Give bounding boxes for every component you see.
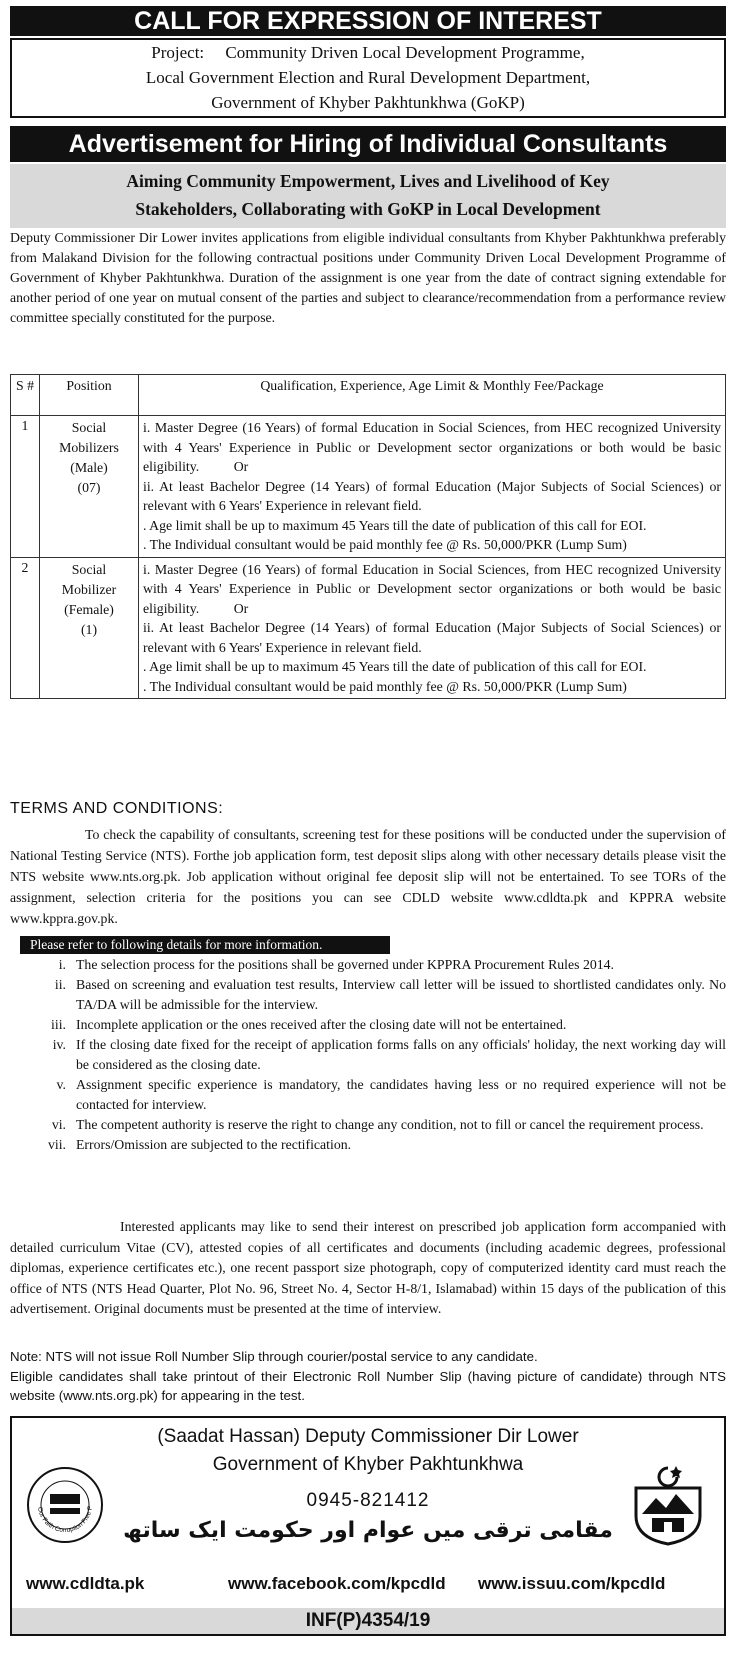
qualification-line: i. Master Degree (16 Years) of formal Education in Social Sciences, from HEC recognized University with 4 Years' Experience in Public or Development sector organizations or both would be basic eligibility. Or [143, 420, 725, 474]
svg-text:Our Faith Corruption Free Paki: Our Faith Corruption Free P [36, 1505, 95, 1535]
position-line: Social [71, 420, 107, 435]
row-position [40, 416, 139, 558]
rule-number: iii. [51, 1017, 66, 1032]
qualification-line: ii. At least Bachelor Degree (14 Years) of formal Education (Major Subjects of Social Sciences) or relevant with 6 Years' Experience in relevant field. [143, 478, 721, 513]
qualification-line: . Age limit shall be up to maximum 45 Years till the date of publication of this call for EOI. [143, 517, 647, 533]
position-line: Mobilizers [59, 440, 119, 455]
position-line: Social [71, 561, 107, 577]
rule-text: The competent authority is reserve the right to change any condition, not to fill or cancel the requirement process. [76, 1117, 704, 1132]
row-qualification [139, 557, 726, 699]
positions-table [10, 374, 726, 699]
advertisement-page [10, 0, 726, 1674]
links-row [12, 1574, 724, 1600]
urdu-slogan: مقامی ترقی میں عوام اور حکومت ایک ساتھ [123, 1518, 613, 1543]
table-header-row [11, 375, 726, 416]
list-item [10, 1115, 726, 1135]
reference-number: INF(P)4354/19 [12, 1608, 724, 1634]
rule-number: i. [58, 957, 66, 972]
row-sn: 2 [11, 557, 40, 699]
project-line: Project: Community Driven Local Development Programme, [151, 43, 585, 62]
list-item [10, 975, 726, 1015]
position-line: (07) [77, 480, 101, 495]
closing-paragraph: Interested applicants may like to send their interest on prescribed job application form accompanied with detailed curriculum Vitae (CV), attested copies of all certificates and documents (including academic degrees, professional diplomas, experience certificates etc.), one recent passport size photograph, copy of computerized identity card must reach the office of NTS (NTS Head Quarter, Plot No. 96, Street No. 4, Sector H-8/1, Islamabad) within 15 days of the publication of this advertisement. Original documents must be presented at the time of interview. [10, 1219, 726, 1316]
link-cdldta[interactable]: www.cdldta.pk [26, 1574, 145, 1593]
corruption-free-pakistan-logo [26, 1466, 104, 1544]
position-line: Mobilizer [61, 581, 117, 597]
rule-number: v. [56, 1077, 66, 1092]
refer-banner: Please refer to following details for more information. [20, 936, 390, 954]
page-title: CALL FOR EXPRESSION OF INTEREST [10, 6, 726, 36]
list-item [10, 955, 726, 975]
note-line: Eligible candidates shall take printout of their Electronic Roll Number Slip (having picture of candidate) through NTS website (www.nts.org.pk) for appearing in the test. [10, 1368, 726, 1403]
position-line: (1) [80, 621, 98, 637]
header-position: Position [40, 375, 139, 416]
signatory: (Saadat Hassan) Deputy Commissioner Dir Lower [157, 1426, 579, 1447]
rule-text: Based on screening and evaluation test results, Interview call letter will be issued to shortlisted candidates only. No TA/DA will be admissible for the interview. [76, 977, 726, 1012]
qualification-line: i. Master Degree (16 Years) of formal Education in Social Sciences, from HEC recognized University with 4 Years' Experience in Public or Development sector organizations or both would be basic eligibility. Or [143, 561, 725, 616]
table-row [11, 557, 726, 699]
project-line: Government of Khyber Pakhtunkhwa (GoKP) [211, 93, 525, 112]
link-facebook[interactable]: www.facebook.com/kpcdld [228, 1574, 446, 1593]
rules-list [10, 955, 726, 1155]
notes [10, 1347, 726, 1406]
list-item [10, 1075, 726, 1115]
aim-line: Stakeholders, Collaborating with GoKP in Local Development [135, 199, 601, 219]
kp-government-emblem [626, 1458, 710, 1548]
rule-text: Assignment specific experience is mandatory, the candidates having less or no required experience will not be contacted for interview. [76, 1077, 726, 1112]
position-line: (Female) [64, 601, 114, 617]
rule-text: If the closing date fixed for the receipt of application forms falls on any officials' holiday, the next working day will be considered as the closing date. [76, 1037, 726, 1072]
rule-text: Errors/Omission are subjected to the rectification. [76, 1137, 352, 1152]
position-line: (Male) [70, 460, 108, 475]
phone-number: 0945-821412 [306, 1490, 430, 1511]
terms-heading: TERMS AND CONDITIONS: [10, 800, 224, 817]
government-name: Government of Khyber Pakhtunkhwa [212, 1454, 524, 1475]
rule-text: Incomplete application or the ones received after the closing date will not be entertained. [76, 1017, 567, 1032]
header-sn: S # [11, 375, 40, 416]
link-issuu[interactable]: www.issuu.com/kpcdld [478, 1574, 666, 1593]
rule-number: vii. [47, 1137, 66, 1152]
rule-text: The selection process for the positions shall be governed under KPPRA Procurement Rules 2014. [76, 957, 614, 972]
list-item [10, 1015, 726, 1035]
project-box [10, 38, 726, 118]
row-qualification [139, 416, 726, 558]
qualification-line: . The Individual consultant would be paid monthly fee @ Rs. 50,000/PKR (Lump Sum) [143, 537, 627, 552]
intro-paragraph: Deputy Commissioner Dir Lower invites applications from eligible individual consultants from Khyber Pakhtunkhwa preferably from Malakand Division for the following contractual positions under Community Driven Local Development Programme of Government of Khyber Pakhtunkhwa. Duration of the assignment is one year from the date of contract signing extendable for another period of one year on mutual consent of the parties and subject to clearance/recommendation from a performance review committee specially constituted for the purpose. [10, 230, 726, 325]
list-item [10, 1035, 726, 1075]
header-qualification: Qualification, Experience, Age Limit & Monthly Fee/Package [139, 375, 726, 416]
table-row [11, 416, 726, 558]
footer-box [10, 1416, 726, 1636]
row-position [40, 557, 139, 699]
note-line: Note: NTS will not issue Roll Number Slip through courier/postal service to any candidate. [10, 1349, 538, 1364]
qualification-line: . Age limit shall be up to maximum 45 Years till the date of publication of this call for EOI. [143, 659, 647, 674]
rule-number: vi. [51, 1117, 66, 1132]
advert-title: Advertisement for Hiring of Individual Consultants [10, 126, 726, 162]
project-line: Local Government Election and Rural Development Department, [145, 68, 591, 87]
list-item [10, 1135, 726, 1155]
qualification-line: . The Individual consultant would be paid monthly fee @ Rs. 50,000/PKR (Lump Sum) [143, 678, 627, 694]
aim-line: Aiming Community Empowerment, Lives and Livelihood of Key [126, 171, 610, 191]
row-sn: 1 [11, 416, 40, 558]
aim-box [10, 164, 726, 228]
qualification-line: ii. At least Bachelor Degree (14 Years) of formal Education (Major Subjects of Social Sciences) or relevant with 6 Years' Experience in relevant field. [143, 620, 721, 655]
rule-number: iv. [52, 1037, 66, 1052]
terms-paragraph: To check the capability of consultants, screening test for these positions will be conducted under the supervision of National Testing Service (NTS). Forthe job application form, test deposit slips along with other necessary details please visit the NTS website www.nts.org.pk. Job application without original fee deposit slip will not be entertained. To see TORs of the assignment, selection criteria for the positions you can see CDLD website www.cdldta.pk and KPPRA website www.kppra.gov.pk. [10, 827, 726, 926]
rule-number: ii. [54, 977, 66, 992]
